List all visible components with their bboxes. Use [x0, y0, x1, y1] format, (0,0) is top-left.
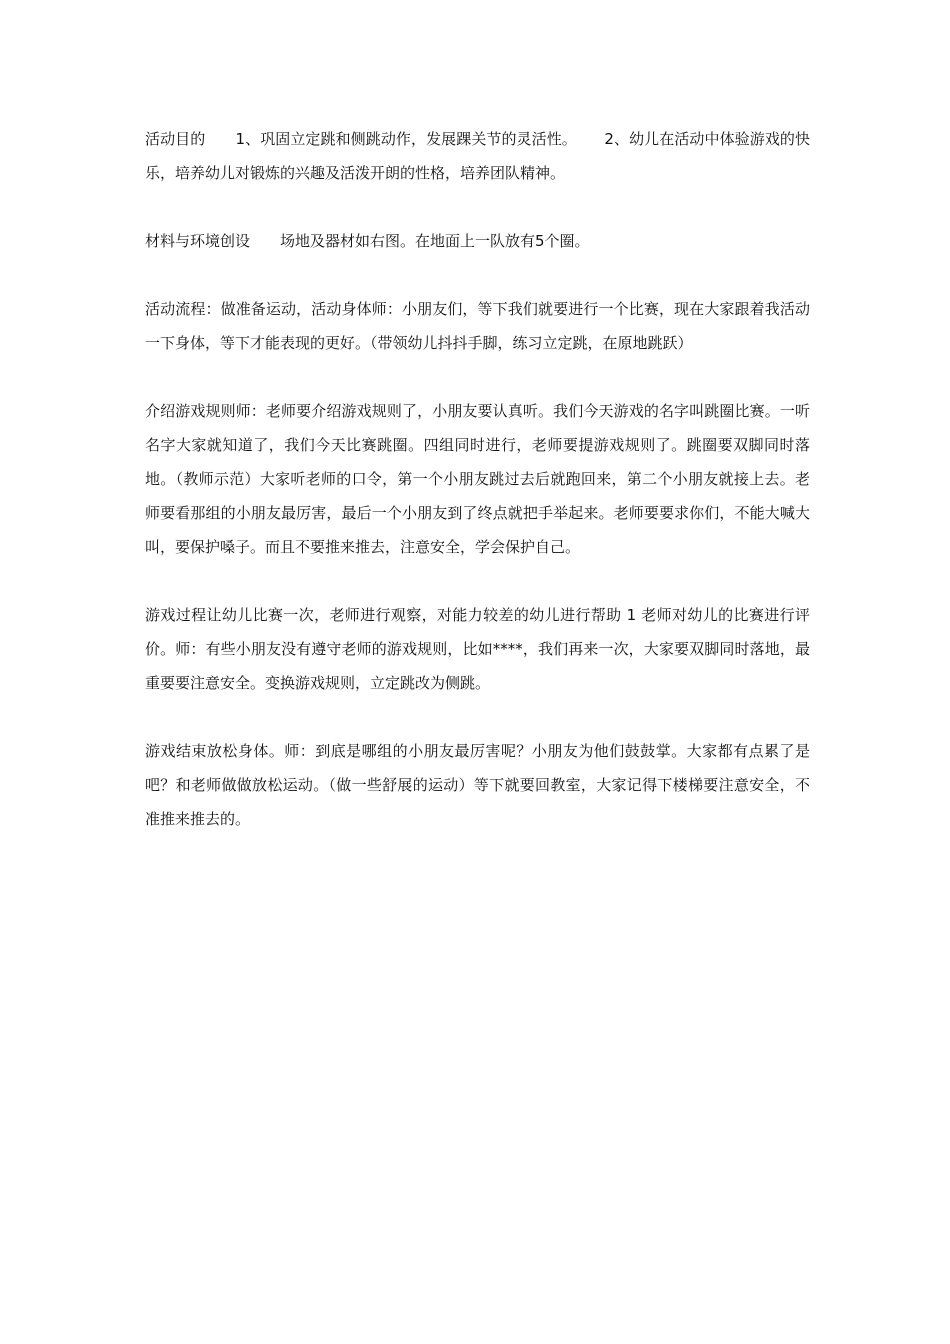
- paragraph-game-process: 游戏过程让幼儿比赛一次，老师进行观察，对能力较差的幼儿进行帮助 1 老师对幼儿的比赛进行评价。师：有些小朋友没有遵守老师的游戏规则，比如****，我们再来一次，大家要双脚同时落地，最重要要注意安全。变换游戏规则，立定跳改为侧跳。: [145, 606, 810, 692]
- paragraph-activity-goals: 活动目的 1、巩固立定跳和侧跳动作，发展踝关节的灵活性。 2、幼儿在活动中体验游戏的快乐，培养幼儿对锻炼的兴趣及活泼开朗的性格，培养团队精神。: [145, 130, 810, 182]
- paragraph-materials: 材料与环境创设 场地及器材如右图。在地面上一队放有5个圈。: [145, 232, 590, 250]
- document-body: [145, 122, 810, 870]
- paragraph-game-rules: 介绍游戏规则师：老师要介绍游戏规则了，小朋友要认真听。我们今天游戏的名字叫跳圈比赛。一听名字大家就知道了，我们今天比赛跳圈。四组同时进行，老师要提游戏规则了。跳圈要双脚同时落地。（教师示范）大家听老师的口令，第一个小朋友跳过去后就跑回来，第二个小朋友就接上去。老师要看那组的小朋友最厉害，最后一个小朋友到了终点就把手举起来。老师要要求你们，不能大喊大叫，要保护嗓子。而且不要推来推去，注意安全，学会保护自己。: [145, 402, 810, 556]
- paragraph-activity-flow: 活动流程：做准备运动，活动身体师：小朋友们，等下我们就要进行一个比赛，现在大家跟着我活动一下身体，等下才能表现的更好。（带领幼儿抖抖手脚，练习立定跳，在原地跳跃）: [145, 300, 810, 352]
- paragraph-game-end: 游戏结束放松身体。师：到底是哪组的小朋友最厉害呢？小朋友为他们鼓鼓掌。大家都有点累了是吧？和老师做做放松运动。（做一些舒展的运动）等下就要回教室，大家记得下楼梯要注意安全，不准推来推去的。: [145, 742, 810, 828]
